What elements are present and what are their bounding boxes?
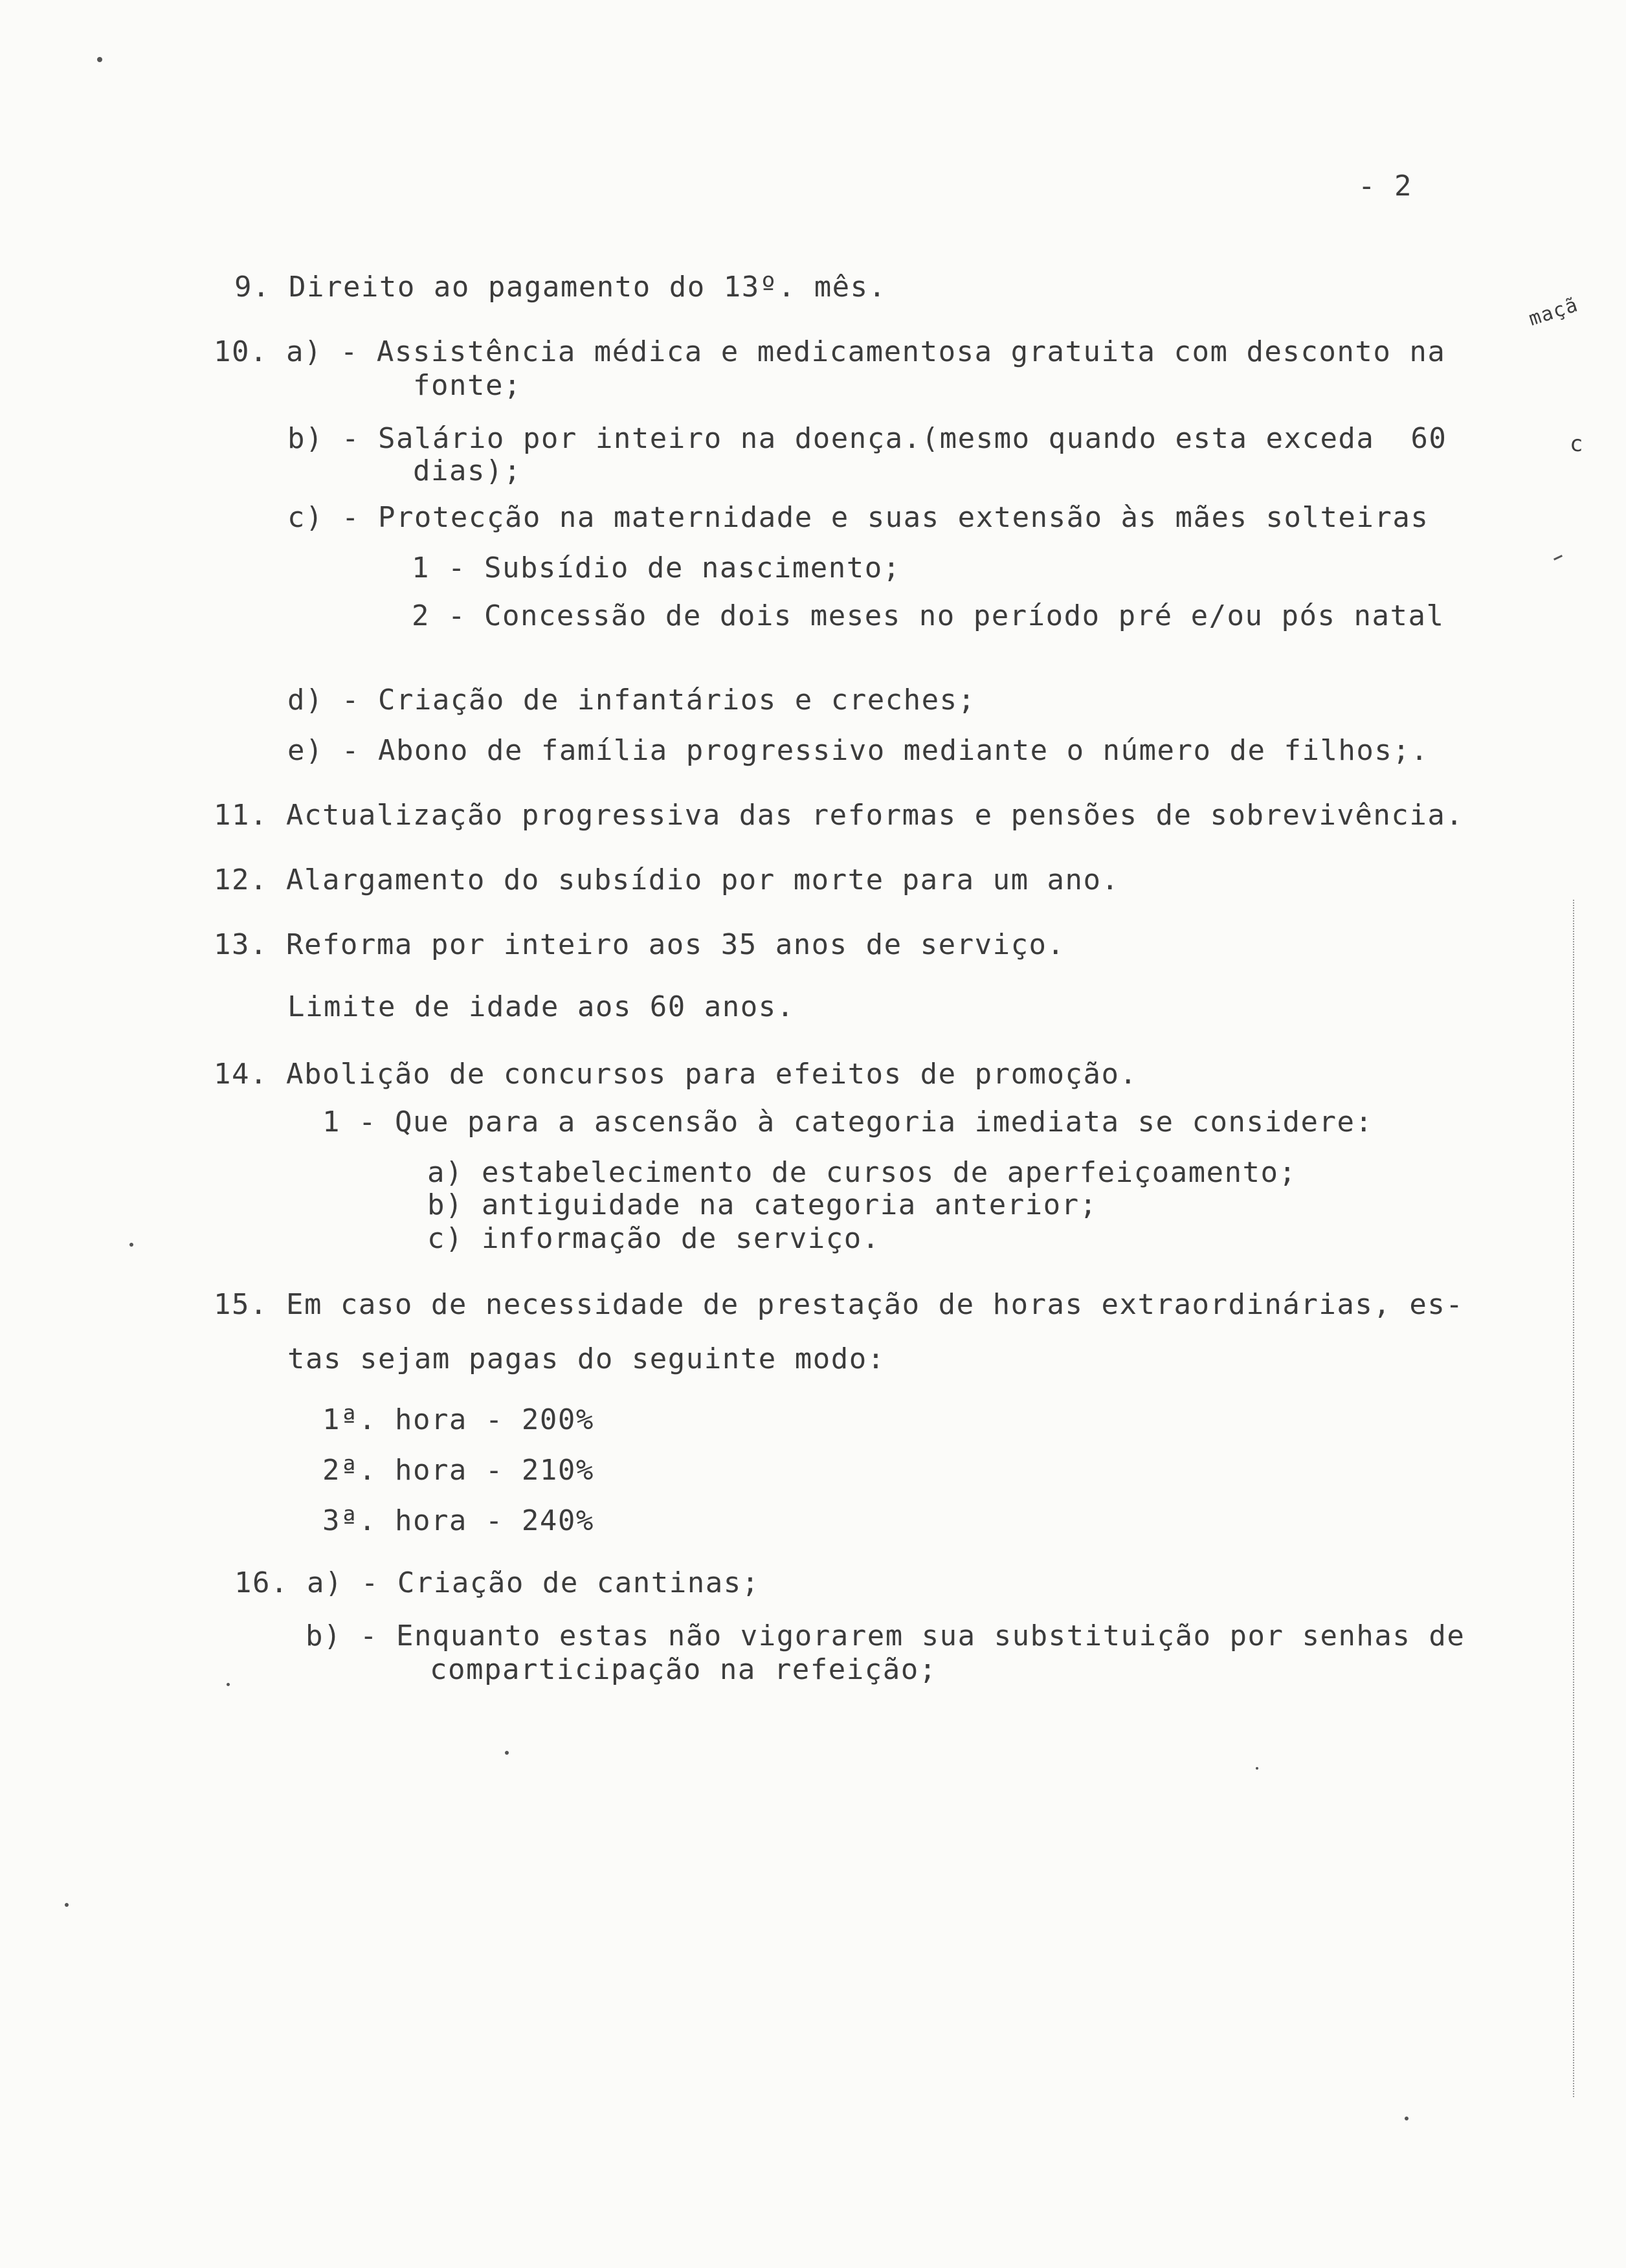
item-10e: e) - Abono de família progressivo mediante o número de filhos;. (287, 734, 1429, 767)
item-15-hour-2: 2ª. hora - 210% (322, 1454, 594, 1487)
item-10a-cont: fonte; (413, 369, 522, 402)
item-10d: d) - Criação de infantários e creches; (287, 684, 976, 717)
item-15-hour-3: 3ª. hora - 240% (322, 1504, 594, 1537)
item-15: 15. Em caso de necessidade de prestação de horas extraordinárias, es- (214, 1288, 1464, 1321)
item-16b: b) - Enquanto estas não vigorarem sua substituição por senhas de (306, 1619, 1465, 1652)
item-10c: c) - Protecção na maternidade e suas extensão às mães solteiras (287, 501, 1429, 534)
scan-speck (97, 57, 102, 62)
item-12: 12. Alargamento do subsídio por morte para um ano. (214, 863, 1120, 896)
item-14-1: 1 - Que para a ascensão à categoria imediata se considere: (322, 1106, 1374, 1139)
item-16a: 16. a) - Criação de cantinas; (234, 1566, 760, 1599)
item-10b: b) - Salário por inteiro na doença.(mesmo quando esta exceda 60 (287, 422, 1447, 455)
scan-speck (227, 1683, 230, 1686)
scan-speck (505, 1751, 509, 1755)
scan-speck (1256, 1767, 1258, 1770)
item-10a: 10. a) - Assistência médica e medicamentosa gratuita com desconto na (214, 335, 1446, 368)
margin-note: c (1570, 431, 1584, 457)
item-16b-cont: comparticipação na refeição; (430, 1653, 937, 1686)
item-10c-1: 1 - Subsídio de nascimento; (412, 551, 901, 584)
item-10c-2: 2 - Concessão de dois meses no período pré e/ou pós natal (412, 599, 1445, 632)
page-number: - 2 (1358, 170, 1412, 203)
item-11: 11. Actualização progressiva das reformas e pensões de sobrevivência. (214, 799, 1464, 832)
item-14: 14. Abolição de concursos para efeitos de promoção. (214, 1058, 1138, 1091)
item-15-cont: tas sejam pagas do seguinte modo: (287, 1342, 885, 1375)
item-13: 13. Reforma por inteiro aos 35 anos de serviço. (214, 928, 1065, 961)
item-14a: a) estabelecimento de cursos de aperfeiçoamento; (427, 1156, 1297, 1189)
item-10b-cont: dias); (413, 454, 522, 487)
item-14b: b) antiguidade na categoria anterior; (427, 1188, 1098, 1221)
item-15-hour-1: 1ª. hora - 200% (322, 1403, 594, 1436)
margin-note: maçã (1526, 293, 1581, 331)
item-14c: c) informação de serviço. (427, 1222, 880, 1255)
item-9: 9. Direito ao pagamento do 13º. mês. (234, 271, 887, 304)
scan-speck (1554, 555, 1563, 561)
scan-speck (129, 1243, 133, 1247)
scan-speck (65, 1903, 69, 1907)
scan-speck (1405, 2117, 1409, 2120)
scan-edge-line (1573, 900, 1574, 2097)
item-13-limit: Limite de idade aos 60 anos. (287, 990, 795, 1023)
